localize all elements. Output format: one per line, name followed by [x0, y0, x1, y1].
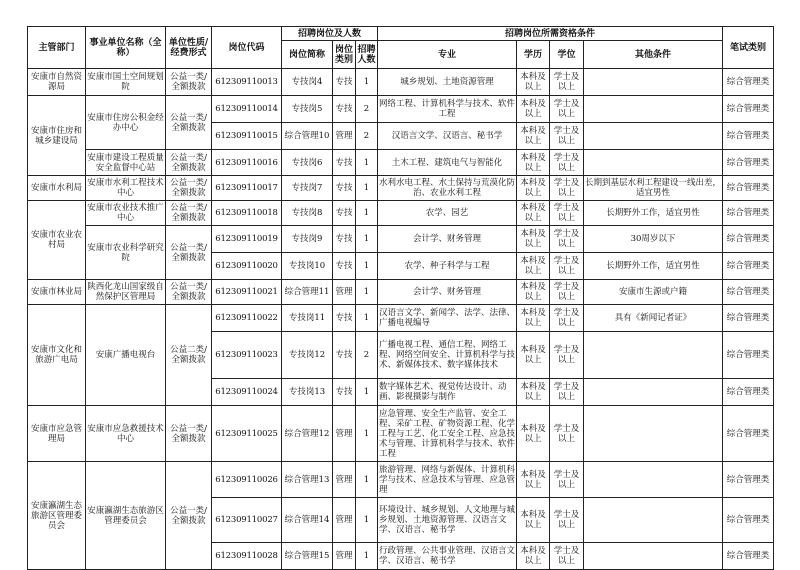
cell-other — [584, 406, 723, 462]
cell-post-type: 专技 — [333, 226, 356, 253]
cell-nature: 公益一类/全额拨款 — [166, 226, 212, 280]
cell-post-type: 专技 — [333, 201, 356, 226]
cell-unit: 安康市国土空间规划院 — [86, 69, 166, 96]
cell-code: 612309110027 — [212, 498, 282, 543]
cell-nature: 公益一类/全额拨款 — [166, 201, 212, 226]
cell-exam: 综合管理类 — [723, 201, 774, 226]
table-row — [28, 150, 774, 176]
cell-post-type: 专技 — [333, 332, 356, 379]
cell-code: 612309110019 — [212, 226, 282, 253]
table-row — [28, 305, 774, 332]
cell-post-type: 专技 — [333, 176, 356, 201]
cell-code: 612309110015 — [212, 123, 282, 150]
cell-other — [584, 462, 723, 498]
cell-code: 612309110021 — [212, 280, 282, 305]
cell-exam: 综合管理类 — [723, 406, 774, 462]
cell-other — [584, 498, 723, 543]
cell-post-type: 管理 — [333, 406, 356, 462]
cell-post-type: 管理 — [333, 462, 356, 498]
table-row — [28, 96, 774, 123]
cell-other — [584, 69, 723, 96]
header-exam: 笔试类别 — [723, 27, 774, 69]
cell-post-name: 综合管理10 — [282, 123, 333, 150]
cell-unit: 陕西化龙山国家级自然保护区管理局 — [86, 280, 166, 305]
cell-unit: 安康市建设工程质量安全监督中心站 — [86, 150, 166, 176]
cell-post-name: 专技岗5 — [282, 96, 333, 123]
cell-code: 612309110014 — [212, 96, 282, 123]
cell-nature: 公益一类/全额拨款 — [166, 462, 212, 570]
header-edu: 学历 — [517, 41, 550, 69]
cell-degree: 学士及以上 — [550, 332, 584, 379]
cell-degree: 学士及以上 — [550, 462, 584, 498]
cell-nature: 公益一类/全额拨款 — [166, 176, 212, 201]
cell-edu: 本科及以上 — [517, 123, 550, 150]
cell-code: 612309110022 — [212, 305, 282, 332]
header-code: 岗位代码 — [212, 27, 282, 69]
header-dept: 主管部门 — [28, 27, 86, 69]
cell-exam: 综合管理类 — [723, 498, 774, 543]
cell-major: 数字媒体艺术、视觉传达设计、动画、影视摄影与制作 — [378, 379, 517, 406]
cell-dept: 安康市林业局 — [28, 280, 86, 305]
cell-other: 长期野外工作，适宜男性 — [584, 201, 723, 226]
cell-code: 612309110017 — [212, 176, 282, 201]
cell-edu: 本科及以上 — [517, 253, 550, 280]
cell-unit: 安康市水利工程技术中心 — [86, 176, 166, 201]
cell-other: 30周岁以下 — [584, 226, 723, 253]
cell-edu: 本科及以上 — [517, 332, 550, 379]
cell-major: 会计学、财务管理 — [378, 280, 517, 305]
cell-edu: 本科及以上 — [517, 305, 550, 332]
cell-degree: 学士及以上 — [550, 150, 584, 176]
cell-degree: 学士及以上 — [550, 305, 584, 332]
cell-degree: 学士及以上 — [550, 69, 584, 96]
cell-post-name: 专技岗7 — [282, 176, 333, 201]
cell-edu: 本科及以上 — [517, 96, 550, 123]
cell-other — [584, 543, 723, 570]
cell-degree: 学士及以上 — [550, 201, 584, 226]
cell-post-name: 专技岗6 — [282, 150, 333, 176]
cell-count: 2 — [356, 123, 378, 150]
cell-exam: 综合管理类 — [723, 379, 774, 406]
cell-major: 行政管理、公共事业管理、汉语言文学、汉语言、秘书学 — [378, 543, 517, 570]
cell-code: 612309110028 — [212, 543, 282, 570]
cell-count: 2 — [356, 96, 378, 123]
cell-count: 1 — [356, 176, 378, 201]
cell-count: 1 — [356, 226, 378, 253]
cell-post-type: 专技 — [333, 253, 356, 280]
cell-nature: 公益一类/全额拨款 — [166, 150, 212, 176]
cell-edu: 本科及以上 — [517, 498, 550, 543]
cell-post-name: 专技岗8 — [282, 201, 333, 226]
cell-exam: 综合管理类 — [723, 123, 774, 150]
cell-dept: 安康瀛湖生态旅游区管理委员会 — [28, 462, 86, 570]
cell-nature: 公益一类/全额拨款 — [166, 69, 212, 96]
cell-other: 长期到基层水利工程建设一线出差，适宜男性 — [584, 176, 723, 201]
table-row — [28, 176, 774, 201]
cell-post-name: 综合管理11 — [282, 280, 333, 305]
cell-major: 农学、种子科学与工程 — [378, 253, 517, 280]
header-degree: 学位 — [550, 41, 584, 69]
cell-other — [584, 96, 723, 123]
cell-degree: 学士及以上 — [550, 379, 584, 406]
cell-degree: 学士及以上 — [550, 498, 584, 543]
cell-exam: 综合管理类 — [723, 69, 774, 96]
cell-degree: 学士及以上 — [550, 123, 584, 150]
cell-exam: 综合管理类 — [723, 462, 774, 498]
cell-count: 1 — [356, 201, 378, 226]
header-post-type: 岗位类别 — [333, 41, 356, 69]
cell-code: 612309110025 — [212, 406, 282, 462]
cell-post-type: 管理 — [333, 498, 356, 543]
cell-count: 2 — [356, 332, 378, 379]
cell-post-name: 专技岗10 — [282, 253, 333, 280]
cell-dept: 安康市应急管理局 — [28, 406, 86, 462]
header-other: 其他条件 — [584, 41, 723, 69]
cell-post-type: 管理 — [333, 543, 356, 570]
cell-post-name: 综合管理14 — [282, 498, 333, 543]
table-row — [28, 226, 774, 253]
cell-edu: 本科及以上 — [517, 543, 550, 570]
cell-post-type: 管理 — [333, 123, 356, 150]
cell-major: 应急管理、安全生产监管、安全工程、采矿工程、矿物资源工程、化学工程与工艺、化工安全工程、应急技术与管理、计算机科学与技术、软件工程 — [378, 406, 517, 462]
cell-count: 1 — [356, 69, 378, 96]
cell-major: 旅游管理、网络与新媒体、计算机科学与技术、应急技术与管理、应急管理 — [378, 462, 517, 498]
cell-nature: 公益一类/全额拨款 — [166, 280, 212, 305]
cell-nature: 公益一类/全额拨款 — [166, 96, 212, 150]
cell-post-type: 专技 — [333, 305, 356, 332]
cell-post-name: 专技岗13 — [282, 379, 333, 406]
cell-count: 1 — [356, 150, 378, 176]
cell-post-name: 专技岗12 — [282, 332, 333, 379]
cell-post-name: 专技岗4 — [282, 69, 333, 96]
cell-other: 具有《新闻记者证》 — [584, 305, 723, 332]
cell-major: 水利水电工程、水土保持与荒漠化防治、农业水利工程 — [378, 176, 517, 201]
cell-edu: 本科及以上 — [517, 201, 550, 226]
cell-other — [584, 150, 723, 176]
cell-count: 1 — [356, 406, 378, 462]
cell-major: 会计学、财务管理 — [378, 226, 517, 253]
cell-degree: 学士及以上 — [550, 280, 584, 305]
cell-unit: 安康市住房公积金经办中心 — [86, 96, 166, 150]
cell-other — [584, 332, 723, 379]
recruitment-table-sheet — [27, 26, 774, 570]
cell-unit: 安康市农业科学研究院 — [86, 226, 166, 280]
cell-degree: 学士及以上 — [550, 406, 584, 462]
cell-code: 612309110026 — [212, 462, 282, 498]
cell-count: 1 — [356, 253, 378, 280]
cell-edu: 本科及以上 — [517, 406, 550, 462]
header-recruit-group: 招聘岗位及人数 — [282, 27, 378, 41]
cell-unit: 安康市农业技术推广中心 — [86, 201, 166, 226]
cell-code: 612309110024 — [212, 379, 282, 406]
cell-major: 汉语言文学、汉语言、秘书学 — [378, 123, 517, 150]
cell-exam: 综合管理类 — [723, 176, 774, 201]
cell-exam: 综合管理类 — [723, 305, 774, 332]
cell-major: 农学、园艺 — [378, 201, 517, 226]
cell-other — [584, 379, 723, 406]
cell-exam: 综合管理类 — [723, 543, 774, 570]
cell-post-name: 综合管理13 — [282, 462, 333, 498]
cell-exam: 综合管理类 — [723, 332, 774, 379]
cell-post-type: 专技 — [333, 96, 356, 123]
cell-major: 汉语言文学、新闻学、法学、法律、广播电视编导 — [378, 305, 517, 332]
header-post-name: 岗位简称 — [282, 41, 333, 69]
cell-degree: 学士及以上 — [550, 96, 584, 123]
header-count: 招聘人数 — [356, 41, 378, 69]
cell-post-name: 综合管理15 — [282, 543, 333, 570]
cell-dept: 安康市农业农村局 — [28, 201, 86, 280]
cell-edu: 本科及以上 — [517, 462, 550, 498]
cell-code: 612309110023 — [212, 332, 282, 379]
cell-edu: 本科及以上 — [517, 379, 550, 406]
cell-dept: 安康市水利局 — [28, 176, 86, 201]
cell-count: 1 — [356, 498, 378, 543]
cell-post-type: 专技 — [333, 69, 356, 96]
cell-nature: 公益二类/全额拨款 — [166, 305, 212, 406]
cell-code: 612309110013 — [212, 69, 282, 96]
cell-unit: 安康瀛湖生态旅游区管理委员会 — [86, 462, 166, 570]
cell-degree: 学士及以上 — [550, 226, 584, 253]
cell-major: 环境设计、城乡规划、人文地理与城乡规划、土地资源管理、汉语言文学、汉语言、秘书学 — [378, 498, 517, 543]
cell-other: 安康市生源或户籍 — [584, 280, 723, 305]
table-row — [28, 201, 774, 226]
header-qual-group: 招聘岗位所需资格条件 — [378, 27, 723, 41]
cell-post-name: 专技岗11 — [282, 305, 333, 332]
cell-exam: 综合管理类 — [723, 280, 774, 305]
header-nature: 单位性质/经费形式 — [166, 27, 212, 69]
cell-unit: 安康市应急救援技术中心 — [86, 406, 166, 462]
cell-exam: 综合管理类 — [723, 226, 774, 253]
cell-nature: 公益一类/全额拨款 — [166, 406, 212, 462]
cell-code: 612309110016 — [212, 150, 282, 176]
cell-code: 612309110020 — [212, 253, 282, 280]
cell-count: 1 — [356, 280, 378, 305]
cell-post-type: 管理 — [333, 280, 356, 305]
cell-dept: 安康市自然资源局 — [28, 69, 86, 96]
cell-major: 土木工程、建筑电气与智能化 — [378, 150, 517, 176]
cell-degree: 学士及以上 — [550, 176, 584, 201]
cell-count: 1 — [356, 543, 378, 570]
cell-count: 1 — [356, 379, 378, 406]
recruitment-table — [27, 26, 774, 570]
cell-major: 广播电视工程、通信工程、网络工程、网络空间安全、计算机科学与技术、新媒体技术、数字媒体技术 — [378, 332, 517, 379]
cell-code: 612309110018 — [212, 201, 282, 226]
cell-degree: 学士及以上 — [550, 253, 584, 280]
table-row — [28, 280, 774, 305]
cell-post-type: 专技 — [333, 379, 356, 406]
cell-exam: 综合管理类 — [723, 96, 774, 123]
cell-edu: 本科及以上 — [517, 150, 550, 176]
cell-dept: 安康市文化和旅游广电局 — [28, 305, 86, 406]
cell-edu: 本科及以上 — [517, 69, 550, 96]
cell-unit: 安康广播电视台 — [86, 305, 166, 406]
cell-count: 1 — [356, 462, 378, 498]
cell-count: 1 — [356, 305, 378, 332]
cell-dept: 安康市住房和城乡建设局 — [28, 96, 86, 176]
cell-post-name: 综合管理12 — [282, 406, 333, 462]
cell-major: 网络工程、计算机科学与技术、软件工程 — [378, 96, 517, 123]
cell-other: 长期野外工作，适宜男性 — [584, 253, 723, 280]
cell-edu: 本科及以上 — [517, 176, 550, 201]
cell-exam: 综合管理类 — [723, 150, 774, 176]
cell-other — [584, 123, 723, 150]
header-major: 专业 — [378, 41, 517, 69]
table-row — [28, 406, 774, 462]
cell-major: 城乡规划、土地资源管理 — [378, 69, 517, 96]
cell-edu: 本科及以上 — [517, 226, 550, 253]
cell-edu: 本科及以上 — [517, 280, 550, 305]
cell-post-type: 专技 — [333, 150, 356, 176]
table-row — [28, 69, 774, 96]
cell-exam: 综合管理类 — [723, 253, 774, 280]
header-unit: 事业单位名称（全称） — [86, 27, 166, 69]
cell-degree: 学士及以上 — [550, 543, 584, 570]
table-row — [28, 462, 774, 498]
cell-post-name: 专技岗9 — [282, 226, 333, 253]
